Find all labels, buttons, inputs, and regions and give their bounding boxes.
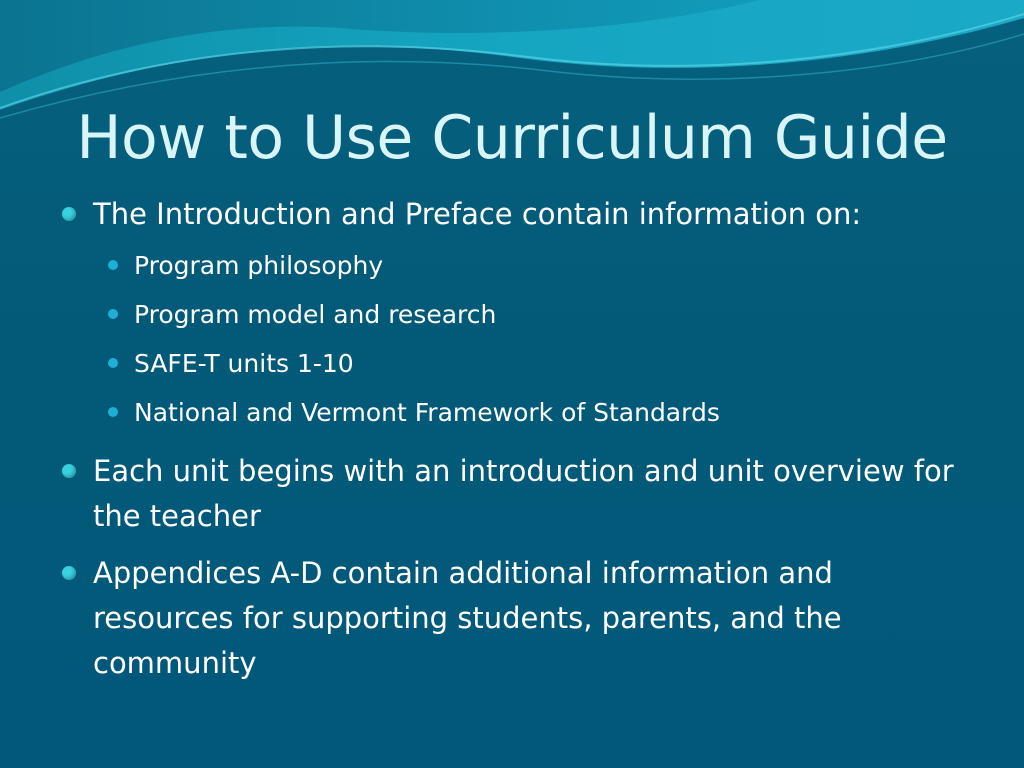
bullet-item (60, 449, 960, 539)
bullet-list (60, 192, 960, 686)
slide-title: How to Use Curriculum Guide (76, 103, 948, 173)
bullet-text: Appendices A-D contain additional information and resources for supporting students, parents, and the community (93, 556, 842, 680)
sub-bullet-item (60, 241, 960, 290)
sub-bullet-item (60, 290, 960, 339)
bullet-item (60, 192, 960, 237)
sub-bullet-dot-icon (108, 260, 118, 270)
sub-bullet-item (60, 388, 960, 437)
sub-bullet-dot-icon (108, 407, 118, 417)
sub-bullet-text: National and Vermont Framework of Standards (134, 398, 720, 427)
bullet-dot-icon (62, 207, 76, 221)
bullet-item (60, 551, 960, 686)
sub-bullet-text: Program model and research (134, 300, 497, 329)
sub-bullet-dot-icon (108, 309, 118, 319)
sub-bullet-dot-icon (108, 358, 118, 368)
bullet-dot-icon (62, 464, 76, 478)
bullet-text: Each unit begins with an introduction and unit overview for the teacher (93, 454, 954, 533)
bullet-text: The Introduction and Preface contain information on: (93, 197, 862, 231)
sub-bullet-text: Program philosophy (134, 251, 384, 280)
sub-bullet-text: SAFE-T units 1-10 (134, 349, 354, 378)
sub-bullet-item (60, 339, 960, 388)
bullet-dot-icon (62, 566, 76, 580)
